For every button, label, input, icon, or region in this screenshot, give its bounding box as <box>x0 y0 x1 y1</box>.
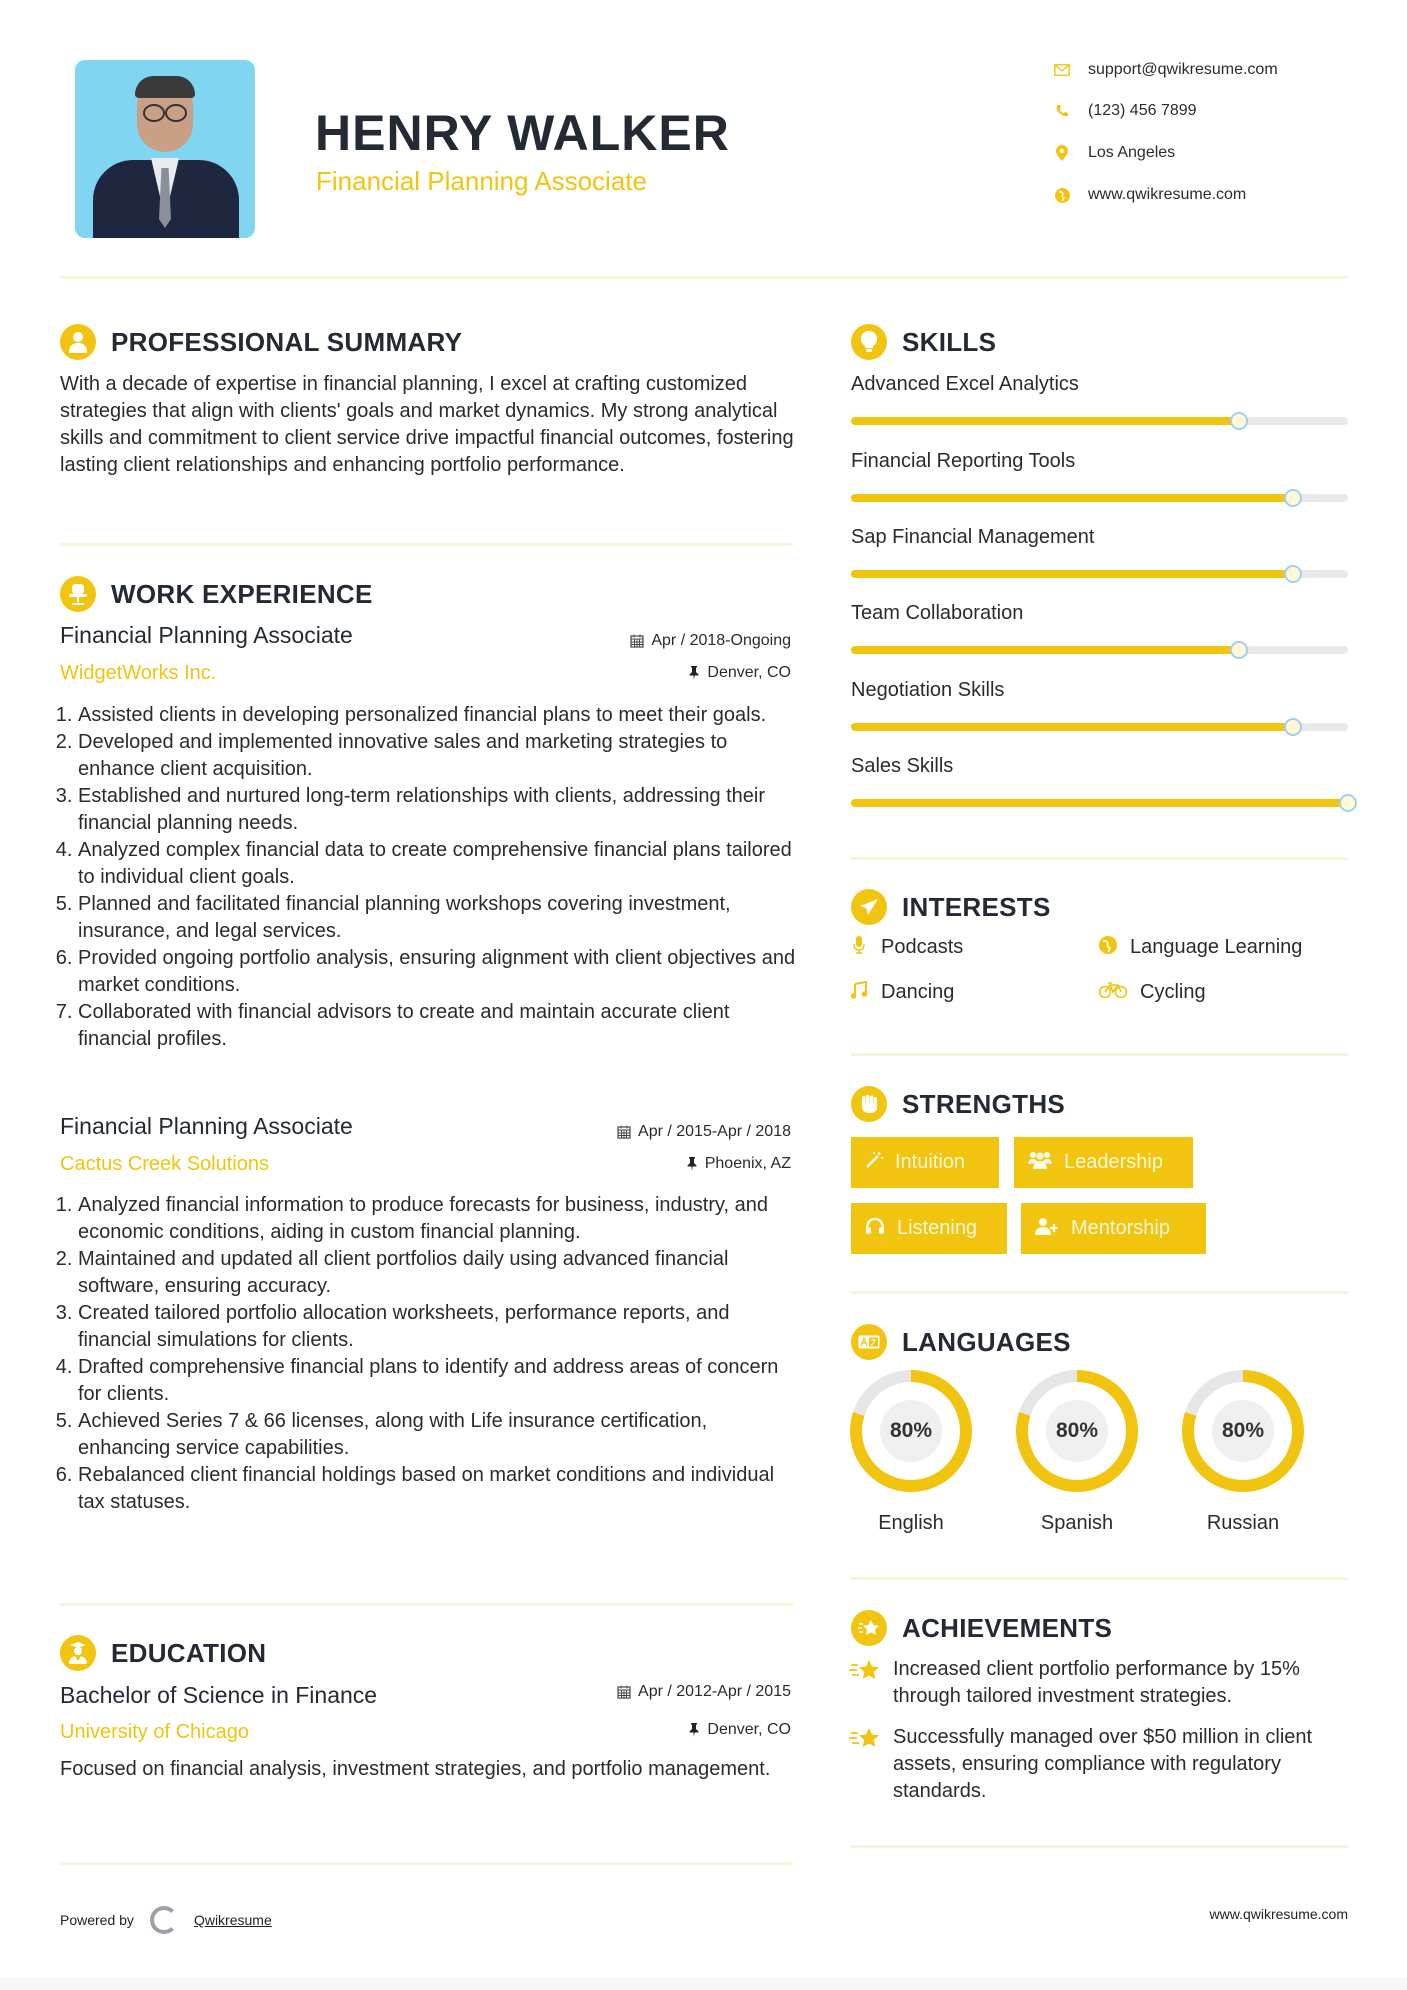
duty-item: 4. Analyzed complex financial data to create comprehensive financial plans tailored to individual client goals. <box>78 837 800 891</box>
section-heading-strengths: STRENGTHS <box>851 1085 1065 1123</box>
map-pin-icon <box>1052 144 1072 162</box>
language-name: English <box>878 1512 944 1534</box>
strength-badge: Listening <box>851 1203 1007 1254</box>
user-icon <box>60 324 96 360</box>
education-dates: Apr / 2012-Apr / 2015 <box>617 1683 791 1701</box>
music-note-icon <box>849 981 869 1004</box>
job-location: Phoenix, AZ <box>687 1155 791 1173</box>
contact-website[interactable]: www.qwikresume.com <box>1052 184 1372 206</box>
fist-icon <box>851 1086 887 1122</box>
globe-icon <box>1098 936 1118 959</box>
star-badge-icon <box>851 1610 887 1646</box>
section-heading-skills: SKILLS <box>851 323 996 361</box>
section-heading-education: EDUCATION <box>60 1634 266 1672</box>
education-description: Focused on financial analysis, investment strategies, and portfolio management. <box>60 1758 771 1780</box>
section-heading-languages: LANGUAGES <box>851 1323 1071 1361</box>
job-dates: Apr / 2018-Ongoing <box>630 632 791 650</box>
slider-knob <box>1230 641 1248 659</box>
job-location: Denver, CO <box>689 664 791 682</box>
skill-label: Sales Skills <box>851 755 954 777</box>
education-divider <box>60 1862 793 1865</box>
magic-wand-icon <box>865 1151 883 1174</box>
microphone-icon <box>849 936 869 959</box>
section-heading-interests: INTERESTS <box>851 888 1051 926</box>
duty-item: 4. Drafted comprehensive financial plans to identify and address areas of concern for clients. <box>78 1354 800 1408</box>
job-duties-list <box>58 702 800 1053</box>
education-location: Denver, CO <box>689 1721 791 1739</box>
interest-item: Podcasts <box>849 936 963 959</box>
skill-bar <box>851 494 1348 502</box>
calendar-icon <box>630 634 644 648</box>
star-icon <box>849 1724 883 1805</box>
skill-bar <box>851 417 1348 425</box>
language-item <box>1016 1370 1138 1535</box>
interest-item: Cycling <box>1098 981 1206 1004</box>
skill-bar <box>851 723 1348 731</box>
skill-bar <box>851 799 1348 807</box>
skill-label: Sap Financial Management <box>851 526 1095 548</box>
contact-location: Los Angeles <box>1052 142 1372 164</box>
pushpin-icon <box>689 1723 699 1737</box>
calendar-icon <box>617 1125 631 1139</box>
job-title: Financial Planning Associate <box>60 1113 353 1139</box>
language-name: Spanish <box>1040 1512 1114 1534</box>
graduate-icon <box>60 1635 96 1671</box>
duty-item: 5. Achieved Series 7 & 66 licenses, along with Life insurance certification, enhancing service capabilities. <box>78 1408 800 1462</box>
duty-item: 1. Analyzed financial information to produce forecasts for business, industry, and economic conditions, aiding in custom financial planning. <box>78 1192 800 1246</box>
language-item <box>1182 1370 1304 1535</box>
interest-item: Language Learning <box>1098 936 1302 959</box>
candidate-title: Financial Planning Associate <box>316 166 647 196</box>
slider-knob <box>1284 718 1302 736</box>
language-progress-ring: 80% <box>1016 1370 1138 1492</box>
duty-item: 6. Provided ongoing portfolio analysis, ensuring alignment with client objectives and market conditions. <box>78 945 800 999</box>
star-icon <box>849 1656 883 1710</box>
section-heading-summary: PROFESSIONAL SUMMARY <box>60 323 462 361</box>
company-name: Cactus Creek Solutions <box>60 1153 269 1175</box>
summary-text: With a decade of expertise in financial planning, I excel at crafting customized strategies that align with clients' goals and market dynamics. My strong analytical skills and commitment to client service drive impactful financial outcomes, fostering lasting client relationships and enhancing portfolio performance. <box>60 373 794 476</box>
company-name: WidgetWorks Inc. <box>60 662 217 684</box>
pushpin-icon <box>689 666 699 680</box>
pushpin-icon <box>687 1157 697 1171</box>
skill-label: Advanced Excel Analytics <box>851 373 1079 395</box>
user-plus-icon <box>1035 1217 1059 1240</box>
achievement-item: Increased client portfolio performance by 15% through tailored investment strategies. <box>849 1656 1359 1710</box>
duty-item: 3. Established and nurtured long-term relationships with clients, addressing their financial planning needs. <box>78 783 800 837</box>
language-item <box>850 1370 972 1535</box>
slider-knob <box>1339 794 1357 812</box>
users-icon <box>1028 1151 1052 1174</box>
candidate-name: HENRY WALKER <box>315 105 730 161</box>
summary-divider <box>60 543 793 546</box>
slider-knob <box>1230 412 1248 430</box>
skill-bar <box>851 570 1348 578</box>
office-chair-icon <box>60 576 96 612</box>
contact-email[interactable]: support@qwikresume.com <box>1052 59 1372 81</box>
section-heading-experience: WORK EXPERIENCE <box>60 575 373 613</box>
duty-item: 3. Created tailored portfolio allocation worksheets, performance reports, and financial simulations for clients. <box>78 1300 800 1354</box>
profile-photo <box>75 60 255 238</box>
strength-badge: Intuition <box>851 1137 999 1188</box>
translate-icon <box>851 1324 887 1360</box>
footer-url[interactable]: www.qwikresume.com <box>1209 1906 1348 1922</box>
strength-badge: Mentorship <box>1021 1203 1206 1254</box>
job-title: Financial Planning Associate <box>60 622 353 648</box>
skill-label: Negotiation Skills <box>851 679 1005 701</box>
interests-divider <box>851 1053 1348 1056</box>
footer-powered-by: Powered by Qwikresume <box>60 1906 272 1934</box>
degree-title: Bachelor of Science in Finance <box>60 1682 378 1708</box>
page-bottom-edge <box>0 1978 1407 1990</box>
strengths-divider <box>851 1291 1348 1294</box>
skills-divider <box>851 857 1348 860</box>
duty-item: 2. Developed and implemented innovative sales and marketing strategies to enhance client acquisition. <box>78 729 800 783</box>
achievements-divider <box>851 1845 1348 1848</box>
languages-divider <box>851 1577 1348 1580</box>
slider-knob <box>1284 565 1302 583</box>
bicycle-icon <box>1098 982 1128 1003</box>
section-heading-achievements: ACHIEVEMENTS <box>851 1609 1112 1647</box>
headphones-icon <box>865 1217 885 1240</box>
lightbulb-icon <box>851 324 887 360</box>
duty-item: 7. Collaborated with financial advisors to create and maintain accurate client financial profiles. <box>78 999 800 1053</box>
qwikresume-link[interactable]: Qwikresume <box>193 1912 272 1928</box>
phone-icon <box>1052 102 1072 120</box>
skill-label: Team Collaboration <box>851 602 1024 624</box>
strength-badge: Leadership <box>1014 1137 1193 1188</box>
school-name: University of Chicago <box>60 1721 249 1743</box>
language-name: Russian <box>1206 1512 1280 1534</box>
globe-icon <box>1052 186 1072 204</box>
contact-phone[interactable]: (123) 456 7899 <box>1052 100 1372 122</box>
calendar-icon <box>617 1685 631 1699</box>
skill-bar <box>851 646 1348 654</box>
language-progress-ring: 80% <box>850 1370 972 1492</box>
experience-divider <box>60 1603 793 1606</box>
job-duties-list <box>58 1192 800 1516</box>
duty-item: 1. Assisted clients in developing personalized financial plans to meet their goals. <box>78 702 800 729</box>
paper-plane-icon <box>851 889 887 925</box>
envelope-icon <box>1052 61 1072 79</box>
language-progress-ring: 80% <box>1182 1370 1304 1492</box>
duty-item: 6. Rebalanced client financial holdings based on market conditions and individual tax statuses. <box>78 1462 800 1516</box>
qwikresume-logo-icon <box>150 1906 178 1934</box>
skill-label: Financial Reporting Tools <box>851 450 1076 472</box>
slider-knob <box>1284 489 1302 507</box>
interest-item: Dancing <box>849 981 954 1004</box>
job-dates: Apr / 2015-Apr / 2018 <box>617 1123 791 1141</box>
achievement-item: Successfully managed over $50 million in client assets, ensuring compliance with regulatory standards. <box>849 1724 1359 1805</box>
duty-item: 5. Planned and facilitated financial planning workshops covering investment, insurance, and legal services. <box>78 891 800 945</box>
duty-item: 2. Maintained and updated all client portfolios daily using advanced financial software, ensuring accuracy. <box>78 1246 800 1300</box>
header-divider <box>60 276 1348 279</box>
